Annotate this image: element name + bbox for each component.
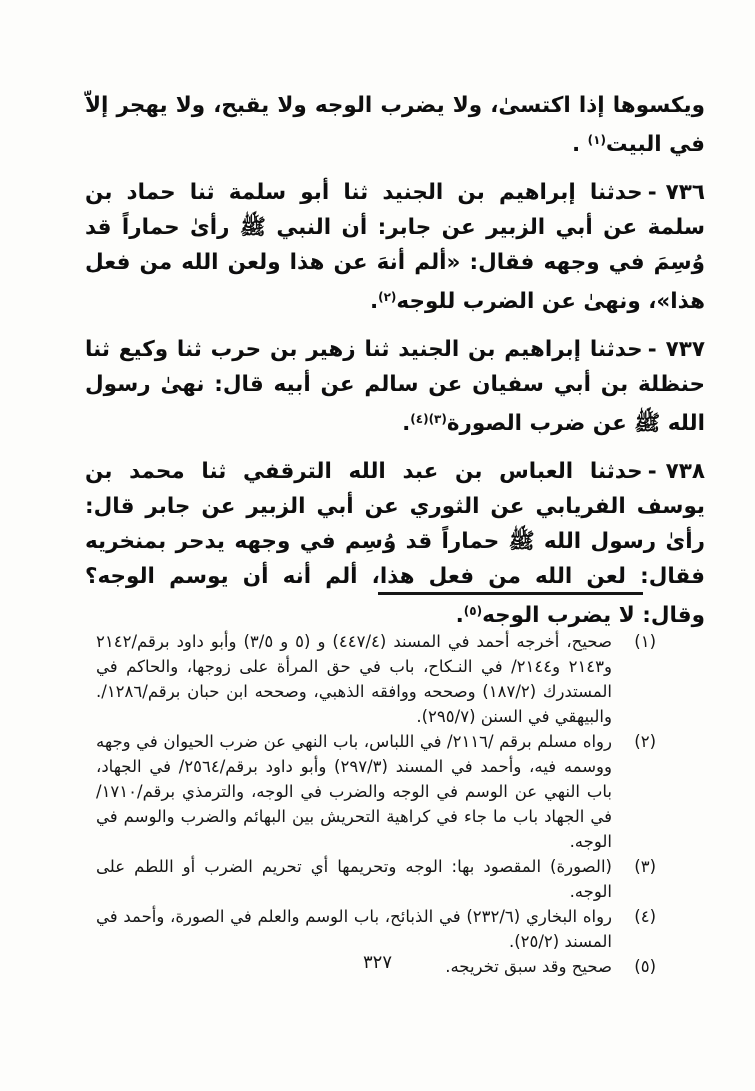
hadith-paragraph-736 bbox=[85, 175, 705, 319]
paragraph-tail: . bbox=[571, 132, 588, 157]
hadith-paragraph-738 bbox=[85, 454, 705, 633]
paragraph-text: حدثنا العباس بن عبد الله الترقفي ثنا محمد بن يوسف الفريابي عن الثوري عن أبي الزبير عن جابر قال: رأىٰ رسول الله ﷺ حماراً قد وُسِم في وجهه يدحر بمنخريه فقال: لعن الله من فعل هذا، ألم أنه أن يوسم الوجه؟ وقال: لا يضرب الوجه bbox=[85, 459, 705, 628]
footnote-1 bbox=[96, 629, 658, 729]
footnote-4 bbox=[96, 904, 658, 954]
footnotes-block bbox=[96, 629, 658, 979]
footnote-number: (٢) bbox=[634, 732, 656, 751]
footnote-separator-rule bbox=[378, 592, 643, 595]
footnote-text: رواه البخاري (٢٣٢/٦) في الذبائح، باب الوسم والعلم في الصورة، وأحمد في المسند (٢٥/٢). bbox=[96, 907, 613, 951]
footnote-ref: (٥) bbox=[463, 604, 483, 618]
footnote-ref: (٣)(٤) bbox=[410, 412, 447, 426]
paragraph-tail: . bbox=[402, 411, 411, 436]
page-number: ٣٢٧ bbox=[362, 952, 392, 973]
footnote-number: (٤) bbox=[634, 907, 656, 926]
paragraph-text: حدثنا إبراهيم بن الجنيد ثنا أبو سلمة ثنا حماد بن سلمة عن أبي الزبير عن جابر: أن النبي ﷺ رأىٰ حماراً قد وُسِمَ في وجهه فقال: «ألم أنهَ عن هذا ولعن الله من فعل هذا»، ونهىٰ عن الضرب للوجه bbox=[85, 180, 705, 314]
hadith-paragraph-737 bbox=[85, 332, 705, 441]
hadith-dash: - bbox=[647, 459, 657, 484]
paragraph-continuation bbox=[85, 88, 705, 162]
hadith-number: ٧٣٨ bbox=[665, 459, 705, 484]
footnote-text: (الصورة) المقصود بها: الوجه وتحريمها أي تحريم الضرب أو اللطم على الوجه. bbox=[96, 857, 612, 901]
footnote-ref: (٢) bbox=[378, 290, 397, 304]
footnote-text: صحيح، أخرجه أحمد في المسند (٤٤٧/٤) و (٥ و ٣/٥) وأبو داود برقم/٢١٤٢ و٢١٤٣ و٢١٤٤/ في النـكاح، باب في حق المرأة على زوجها، والحاكم في المستدرك (١٨٧/٢) وصححه ووافقه الذهبي، وصححه ابن حبان برقم/١٢٨٦/. والبيهقي في السنن (٢٩٥/٧). bbox=[96, 632, 612, 726]
hadith-text-block bbox=[85, 88, 705, 646]
hadith-number: ٧٣٧ bbox=[665, 337, 705, 362]
footnote-text: صحيح وقد سبق تخريجه. bbox=[445, 957, 612, 976]
footnote-ref: (١) bbox=[587, 133, 606, 147]
footnote-3 bbox=[96, 854, 658, 904]
paragraph-text: حدثنا إبراهيم بن الجنيد ثنا زهير بن حرب ثنا وكيع ثنا حنظلة بن أبي سفيان عن سالم عن أبيه قال: نهىٰ رسول الله ﷺ عن ضرب الصورة bbox=[85, 337, 705, 436]
paragraph-text: ويكسوها إذا اكتسىٰ، ولا يضرب الوجه ولا يقبح، ولا يهجر إلاّ في البيت bbox=[85, 93, 705, 157]
hadith-dash: - bbox=[647, 337, 657, 362]
footnote-2 bbox=[96, 729, 658, 854]
footnote-number: (١) bbox=[634, 632, 656, 651]
paragraph-tail: . bbox=[369, 289, 379, 314]
footnote-text: رواه مسلم برقم /٢١١٦/ في اللباس، باب النهي عن ضرب الحيوان في وجهه ووسمه فيه، وأحمد في المسند (٢٩٧/٣) وأبو داود برقم/٢٥٦٤/ في الجهاد، باب النهي عن الوسم في الوجه والضرب في الوجه، والترمذي برقم/١٧١٠/ في الجهاد باب ما جاء في كراهية التحريش بين البهائم والضرب والوسم في الوجه. bbox=[96, 732, 612, 851]
hadith-number: ٧٣٦ bbox=[665, 180, 705, 205]
paragraph-tail: . bbox=[455, 603, 464, 628]
hadith-dash: - bbox=[647, 180, 657, 205]
footnote-number: (٥) bbox=[634, 957, 656, 976]
footnote-number: (٣) bbox=[634, 857, 656, 876]
